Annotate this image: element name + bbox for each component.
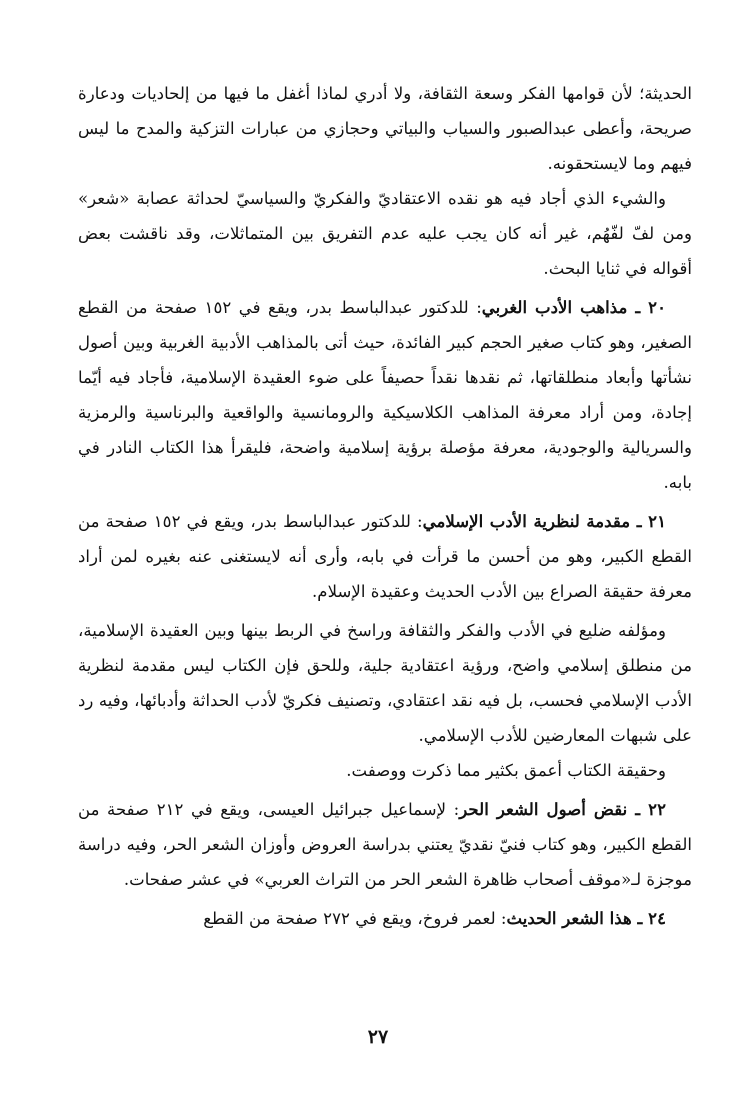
entry-20	[78, 290, 692, 500]
paragraph-book-truth	[78, 753, 692, 788]
entry-text: : لإسماعيل جبرائيل العيسى، ويقع في ٢١٢ صفحة من القطع الكبير، وهو كتاب فنيّ نقديّ يعتني بدراسة العروض وأوزان الشعر الحر، وفيه دراسة موجزة لـ«موقف أصحاب ظاهرة الشعر الحر من التراث العربي» في عشر صفحات.	[78, 800, 692, 889]
entry-text: : للدكتور عبدالباسط بدر، ويقع في ١٥٢ صفحة من القطع الكبير، وهو من أحسن ما قرأت في بابه، وأرى أنه لايستغنى عنه بغيره لمن أراد معرفة حقيقة الصراع بين الأدب الحديث وعقيدة الإسلام.	[78, 512, 692, 601]
entry-heading: ٢٤ ـ هذا الشعر الحديث	[506, 908, 666, 928]
entry-heading: ٢٠ ـ مذاهب الأدب الغربي	[481, 297, 666, 317]
entry-text: : للدكتور عبدالباسط بدر، ويقع في ١٥٢ صفحة من القطع الصغير، وهو كتاب صغير الحجم كبير الفائدة، حيث أتى بالمذاهب الأدبية الغربية وبين أصول نشأتها وأبعاد منطلقاتها، ثم نقدها نقداً حصيفاً على ضوء العقيدة الإسلامية، فأجاد فيه أيّما إجادة، ومن أراد معرفة المذاهب الكلاسيكية والرومانسية والواقعية والبرناسية والرمزية والسريالية والوجودية، معرفة مؤصلة برؤية إسلامية واضحة، فليقرأ هذا الكتاب النادر في بابه.	[78, 298, 692, 492]
page-number: ٢٧	[367, 1026, 389, 1048]
page-body	[78, 76, 692, 936]
paragraph-text: وحقيقة الكتاب أعمق بكثير مما ذكرت ووصفت.	[346, 761, 666, 780]
paragraph-text: ومؤلفه ضليع في الأدب والفكر والثقافة وراسخ في الربط بينها وبين العقيدة الإسلامية، من منطلق إسلامي واضح، ورؤية اعتقادية جلية، وللحق فإن الكتاب ليس مقدمة لنظرية الأدب الإسلامي فحسب، بل فيه نقد اعتقادي، وتصنيف فكريّ لأدب الحداثة وأدبائها، وفيه رد على شبهات المعارضين للأدب الإسلامي.	[78, 621, 692, 745]
paragraph-author-note	[78, 613, 692, 753]
entry-24	[78, 901, 692, 936]
entry-heading: ٢١ ـ مقدمة لنظرية الأدب الإسلامي	[422, 511, 666, 531]
entry-text: : لعمر فروخ، ويقع في ٢٧٢ صفحة من القطع	[203, 909, 507, 928]
paragraph-text: الحديثة؛ لأن قوامها الفكر وسعة الثقافة، ولا أدري لماذا أغفل ما فيها من إلحاديات ودعارة صريحة، وأعطى عبدالصبور والسياب والبياتي وحجازي من عبارات التزكية والمدح ما ليس فيهم وما لايستحقونه.	[78, 84, 692, 173]
paragraph-critique	[78, 181, 692, 286]
entry-heading: ٢٢ ـ نقض أصول الشعر الحر	[459, 799, 666, 819]
entry-22	[78, 792, 692, 897]
entry-21	[78, 504, 692, 609]
paragraph-intro-continuation	[78, 76, 692, 181]
paragraph-text: والشيء الذي أجاد فيه هو نقده الاعتقاديّ والفكريّ والسياسيّ لحداثة عصابة «شعر» ومن لفّ لفّهُم، غير أنه كان يجب عليه عدم التفريق بين المتماثلات، وقد ناقشت بعض أقواله في ثنايا البحث.	[78, 189, 692, 278]
